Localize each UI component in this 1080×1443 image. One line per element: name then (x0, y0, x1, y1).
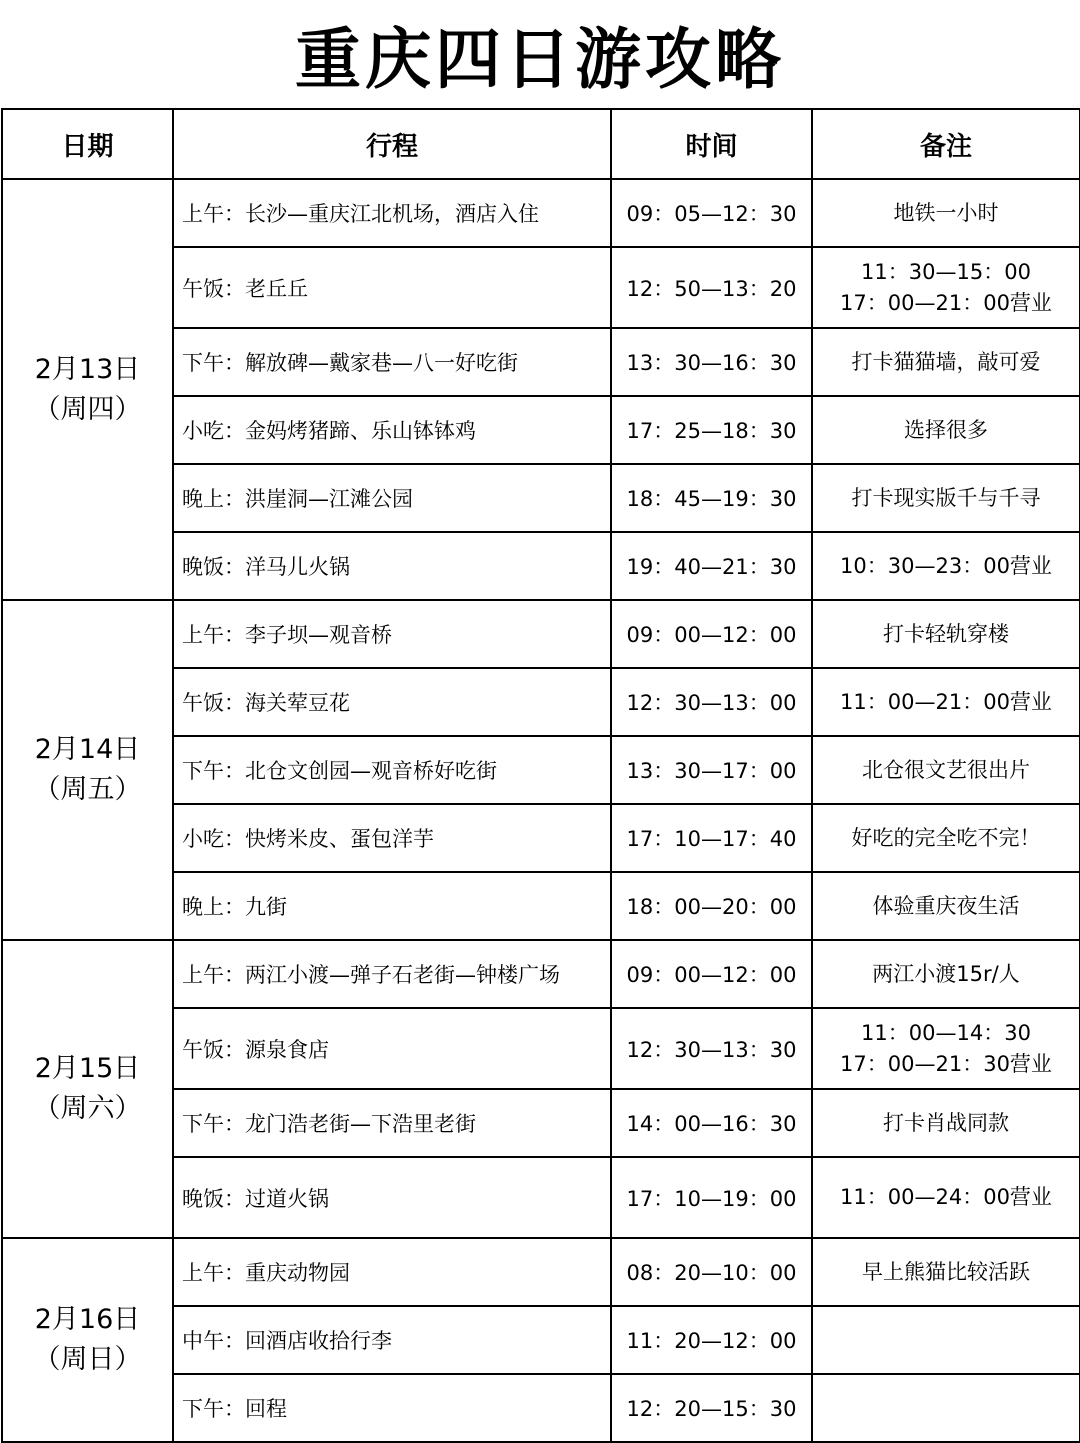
note-cell: 两江小渡15r/人 (812, 940, 1080, 1008)
day-date: 2月15日 (34, 1053, 141, 1084)
day-date: 2月16日 (34, 1304, 141, 1335)
time-cell: 17：10—17：40 (611, 804, 812, 872)
activity-cell: 午饭：源泉食店 (173, 1008, 611, 1089)
time-cell: 11：20—12：00 (611, 1306, 812, 1374)
note-cell: 10：30—23：00营业 (812, 532, 1080, 600)
table-row (2, 179, 1080, 247)
note-line: 11：00—14：30 (861, 1020, 1031, 1045)
note-cell: 打卡猫猫墙，敲可爱 (812, 328, 1080, 396)
note-line: 11：30—15：00 (861, 259, 1031, 284)
activity-cell: 上午：两江小渡—弹子石老街—钟楼广场 (173, 940, 611, 1008)
note-cell: 北仓很文艺很出片 (812, 736, 1080, 804)
activity-cell: 中午：回酒店收拾行李 (173, 1306, 611, 1374)
table-row (2, 940, 1080, 1008)
time-cell: 17：25—18：30 (611, 396, 812, 464)
header-time: 时间 (611, 109, 812, 179)
header-notes: 备注 (812, 109, 1080, 179)
page-title: 重庆四日游攻略 (295, 21, 785, 98)
time-cell: 12：20—15：30 (611, 1374, 812, 1442)
time-cell: 13：30—16：30 (611, 328, 812, 396)
table-row (2, 1238, 1080, 1306)
note-cell: 打卡现实版千与千寻 (812, 464, 1080, 532)
activity-cell: 下午：北仓文创园—观音桥好吃街 (173, 736, 611, 804)
time-cell: 12：30—13：00 (611, 668, 812, 736)
header-itinerary: 行程 (173, 109, 611, 179)
time-cell: 19：40—21：30 (611, 532, 812, 600)
day-cell (2, 179, 173, 600)
note-cell (812, 247, 1080, 328)
day-cell (2, 1238, 173, 1442)
note-cell (812, 1374, 1080, 1442)
day-cell (2, 940, 173, 1238)
activity-cell: 午饭：老丘丘 (173, 247, 611, 328)
activity-cell: 上午：长沙—重庆江北机场，酒店入住 (173, 179, 611, 247)
activity-cell: 下午：回程 (173, 1374, 611, 1442)
activity-cell: 午饭：海关荤豆花 (173, 668, 611, 736)
time-cell: 09：00—12：00 (611, 600, 812, 668)
day-weekday: （周五） (33, 774, 142, 805)
note-cell (812, 1306, 1080, 1374)
time-cell: 17：10—19：00 (611, 1157, 812, 1238)
note-cell: 打卡肖战同款 (812, 1089, 1080, 1157)
day-weekday: （周四） (33, 393, 142, 425)
time-cell: 14：00—16：30 (611, 1089, 812, 1157)
activity-cell: 下午：解放碑—戴家巷—八一好吃街 (173, 328, 611, 396)
note-cell: 11：00—21：00营业 (812, 668, 1080, 736)
time-cell: 08：20—10：00 (611, 1238, 812, 1306)
activity-cell: 小吃：快烤米皮、蛋包洋芋 (173, 804, 611, 872)
note-cell: 好吃的完全吃不完！ (812, 804, 1080, 872)
activity-cell: 小吃：金妈烤猪蹄、乐山钵钵鸡 (173, 396, 611, 464)
activity-cell: 上午：李子坝—观音桥 (173, 600, 611, 668)
note-line: 17：00—21：00营业 (840, 290, 1052, 315)
day-weekday: （周六） (33, 1093, 142, 1124)
note-cell: 11：00—24：00营业 (812, 1157, 1080, 1238)
note-cell: 早上熊猫比较活跃 (812, 1238, 1080, 1306)
activity-cell: 晚上：洪崖洞—江滩公园 (173, 464, 611, 532)
itinerary-table (1, 108, 1080, 1443)
note-cell: 地铁一小时 (812, 179, 1080, 247)
header-date: 日期 (2, 109, 173, 179)
time-cell: 09：00—12：00 (611, 940, 812, 1008)
time-cell: 18：00—20：00 (611, 872, 812, 940)
activity-cell: 上午：重庆动物园 (173, 1238, 611, 1306)
note-cell: 打卡轻轨穿楼 (812, 600, 1080, 668)
note-cell: 体验重庆夜生活 (812, 872, 1080, 940)
time-cell: 13：30—17：00 (611, 736, 812, 804)
day-weekday: （周日） (33, 1344, 142, 1375)
day-date: 2月13日 (34, 353, 141, 385)
time-cell: 12：50—13：20 (611, 247, 812, 328)
time-cell: 09：05—12：30 (611, 179, 812, 247)
activity-cell: 晚饭：过道火锅 (173, 1157, 611, 1238)
activity-cell: 晚饭：洋马儿火锅 (173, 532, 611, 600)
day-cell (2, 600, 173, 940)
time-cell: 18：45—19：30 (611, 464, 812, 532)
time-cell: 12：30—13：30 (611, 1008, 812, 1089)
activity-cell: 下午：龙门浩老街—下浩里老街 (173, 1089, 611, 1157)
activity-cell: 晚上：九街 (173, 872, 611, 940)
table-row (2, 600, 1080, 668)
day-date: 2月14日 (34, 734, 141, 765)
note-cell: 选择很多 (812, 396, 1080, 464)
header-row (2, 109, 1080, 179)
note-cell (812, 1008, 1080, 1089)
note-line: 17：00—21：30营业 (840, 1051, 1052, 1076)
